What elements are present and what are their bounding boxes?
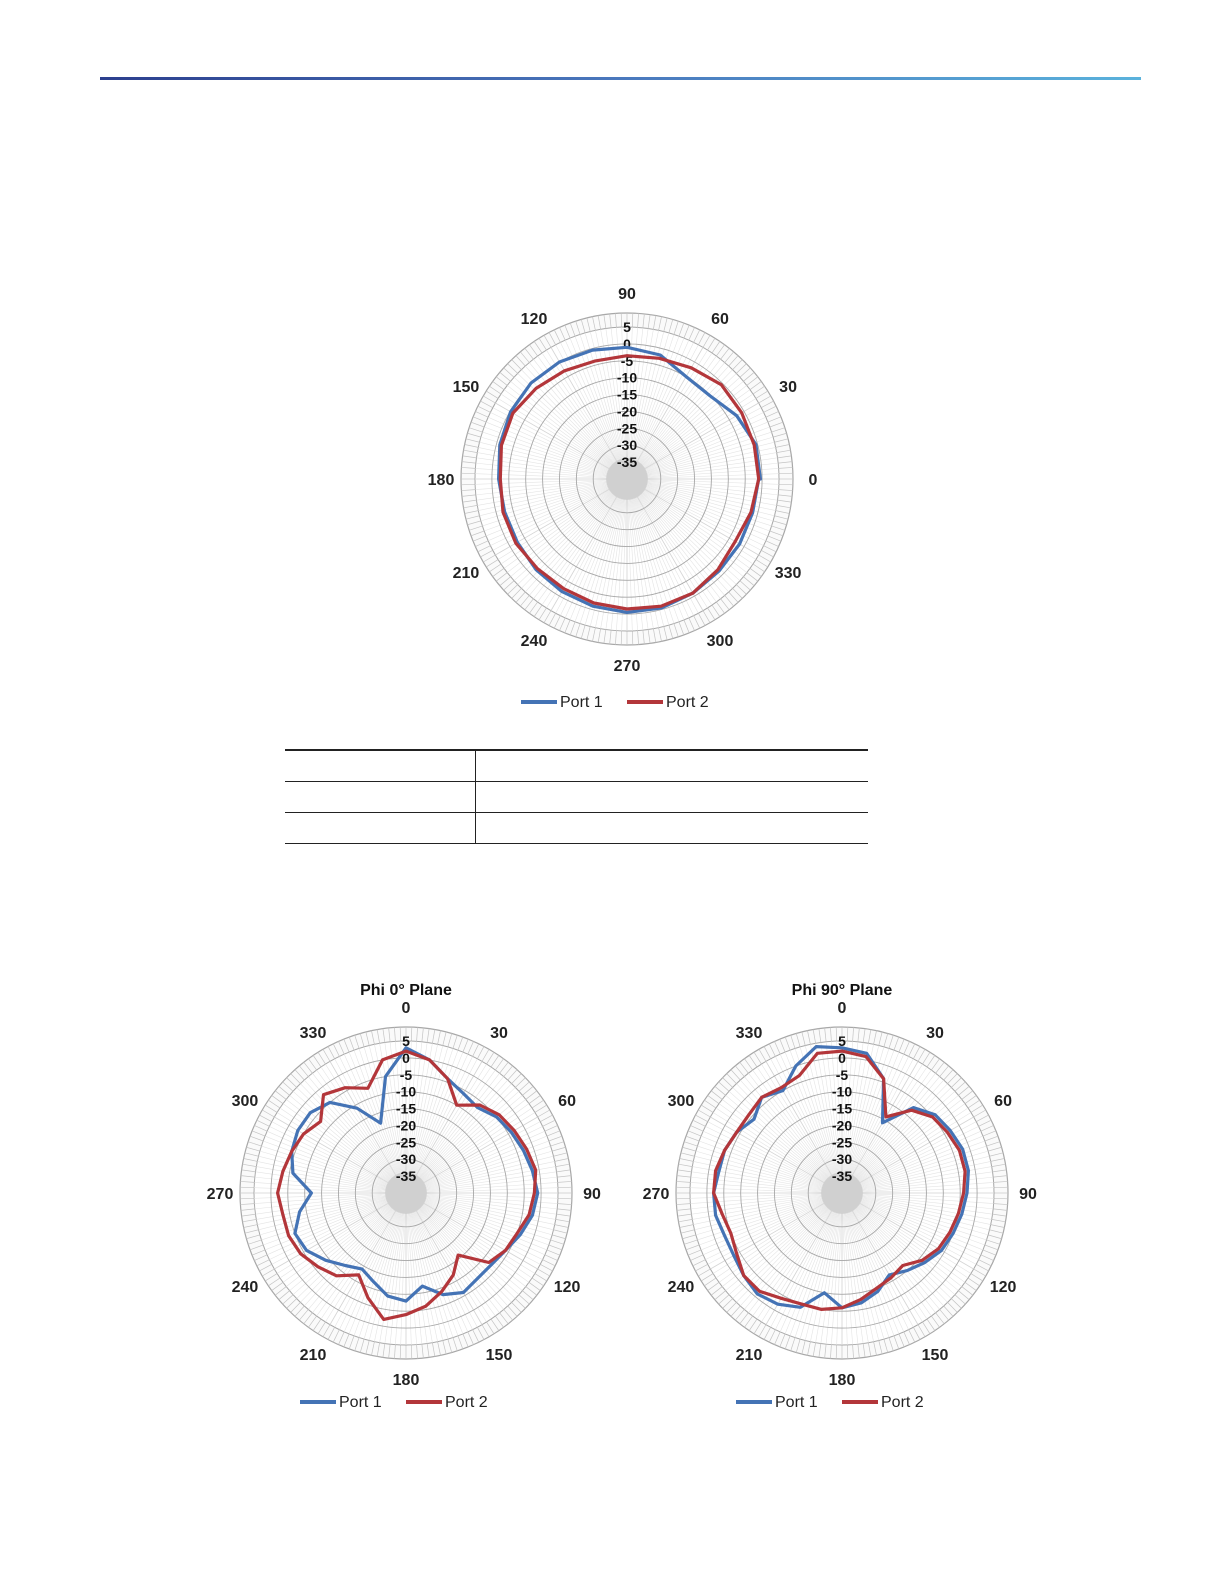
angle-label: 210 bbox=[299, 1347, 327, 1365]
angle-label: 210 bbox=[735, 1347, 763, 1365]
ring-label: 5 bbox=[623, 319, 631, 335]
table-cell bbox=[476, 813, 869, 844]
polar-chart-top bbox=[420, 278, 840, 718]
angle-label: 0 bbox=[837, 1000, 847, 1017]
angle-label: 270 bbox=[642, 1186, 670, 1203]
table-cell bbox=[285, 750, 476, 782]
ring-label: -35 bbox=[395, 1168, 417, 1185]
header-rule bbox=[100, 77, 1141, 80]
table-cell bbox=[285, 782, 476, 813]
ring-label: -30 bbox=[395, 1151, 417, 1168]
ring-label: -35 bbox=[616, 454, 638, 471]
angle-label: 270 bbox=[206, 1186, 234, 1203]
ring-label: -20 bbox=[616, 403, 638, 420]
angle-label: 330 bbox=[774, 565, 802, 582]
angle-label: 180 bbox=[392, 1372, 420, 1389]
angle-label: 30 bbox=[490, 1024, 508, 1042]
table-cell bbox=[476, 750, 869, 782]
ring-label: 0 bbox=[838, 1049, 846, 1066]
legend-label: Port 1 bbox=[560, 694, 603, 711]
table-row bbox=[285, 813, 868, 844]
angle-label: 180 bbox=[828, 1372, 856, 1389]
angle-label: 90 bbox=[618, 286, 636, 303]
angle-label: 30 bbox=[926, 1024, 944, 1042]
angle-label: 300 bbox=[667, 1093, 695, 1110]
ring-label: -5 bbox=[399, 1066, 413, 1083]
angle-label: 150 bbox=[485, 1347, 513, 1365]
ring-label: -35 bbox=[831, 1168, 853, 1185]
angle-label: 60 bbox=[558, 1093, 576, 1110]
ring-label: -20 bbox=[831, 1117, 853, 1134]
angle-label: 210 bbox=[452, 565, 480, 582]
legend-label: Port 2 bbox=[445, 1394, 488, 1411]
legend-label: Port 2 bbox=[881, 1394, 924, 1411]
angle-label: 120 bbox=[520, 310, 548, 328]
table-row bbox=[285, 750, 868, 782]
chart-title: Phi 0° Plane bbox=[360, 982, 452, 999]
ring-label: 0 bbox=[402, 1049, 410, 1066]
chart-title: Phi 90° Plane bbox=[791, 982, 893, 999]
angle-label: 60 bbox=[711, 310, 729, 328]
angle-label: 240 bbox=[231, 1279, 259, 1296]
table-row bbox=[285, 782, 868, 813]
empty-table bbox=[285, 749, 868, 844]
ring-label: 0 bbox=[623, 335, 631, 352]
angle-label: 270 bbox=[613, 658, 641, 675]
angle-label: 30 bbox=[779, 379, 797, 396]
angle-label: 0 bbox=[401, 1000, 411, 1017]
ring-label: -30 bbox=[616, 437, 638, 454]
ring-label: -25 bbox=[616, 420, 638, 437]
angle-label: 330 bbox=[735, 1024, 763, 1042]
legend-label: Port 2 bbox=[666, 694, 709, 711]
legend bbox=[736, 1394, 924, 1411]
angle-label: 60 bbox=[994, 1093, 1012, 1110]
ring-label: -5 bbox=[835, 1066, 849, 1083]
polar-chart-phi90 bbox=[632, 970, 1052, 1420]
angle-label: 120 bbox=[553, 1279, 581, 1296]
ring-label: -10 bbox=[616, 369, 638, 386]
ring-label: -25 bbox=[831, 1134, 853, 1151]
polar-chart-phi0 bbox=[196, 970, 616, 1420]
ring-label: -15 bbox=[831, 1100, 853, 1117]
angle-label: 180 bbox=[427, 472, 455, 489]
table-cell bbox=[476, 782, 869, 813]
angle-label: 90 bbox=[583, 1186, 601, 1203]
angle-label: 0 bbox=[808, 472, 818, 489]
ring-label: 5 bbox=[838, 1033, 846, 1049]
ring-label: 5 bbox=[402, 1033, 410, 1049]
ring-label: -15 bbox=[616, 386, 638, 403]
angle-label: 330 bbox=[299, 1024, 327, 1042]
angle-label: 300 bbox=[706, 633, 734, 651]
legend bbox=[300, 1394, 488, 1411]
angle-label: 120 bbox=[989, 1279, 1017, 1296]
ring-label: -10 bbox=[831, 1083, 853, 1100]
angle-label: 150 bbox=[452, 379, 480, 396]
angle-label: 240 bbox=[520, 633, 548, 651]
angle-label: 240 bbox=[667, 1279, 695, 1296]
ring-label: -20 bbox=[395, 1117, 417, 1134]
legend-label: Port 1 bbox=[339, 1394, 382, 1411]
ring-label: -15 bbox=[395, 1100, 417, 1117]
angle-label: 150 bbox=[921, 1347, 949, 1365]
ring-label: -30 bbox=[831, 1151, 853, 1168]
ring-label: -5 bbox=[620, 352, 634, 369]
angle-label: 300 bbox=[231, 1093, 259, 1110]
angle-label: 90 bbox=[1019, 1186, 1037, 1203]
ring-label: -10 bbox=[395, 1083, 417, 1100]
legend-label: Port 1 bbox=[775, 1394, 818, 1411]
ring-label: -25 bbox=[395, 1134, 417, 1151]
table-cell bbox=[285, 813, 476, 844]
legend bbox=[521, 694, 709, 711]
